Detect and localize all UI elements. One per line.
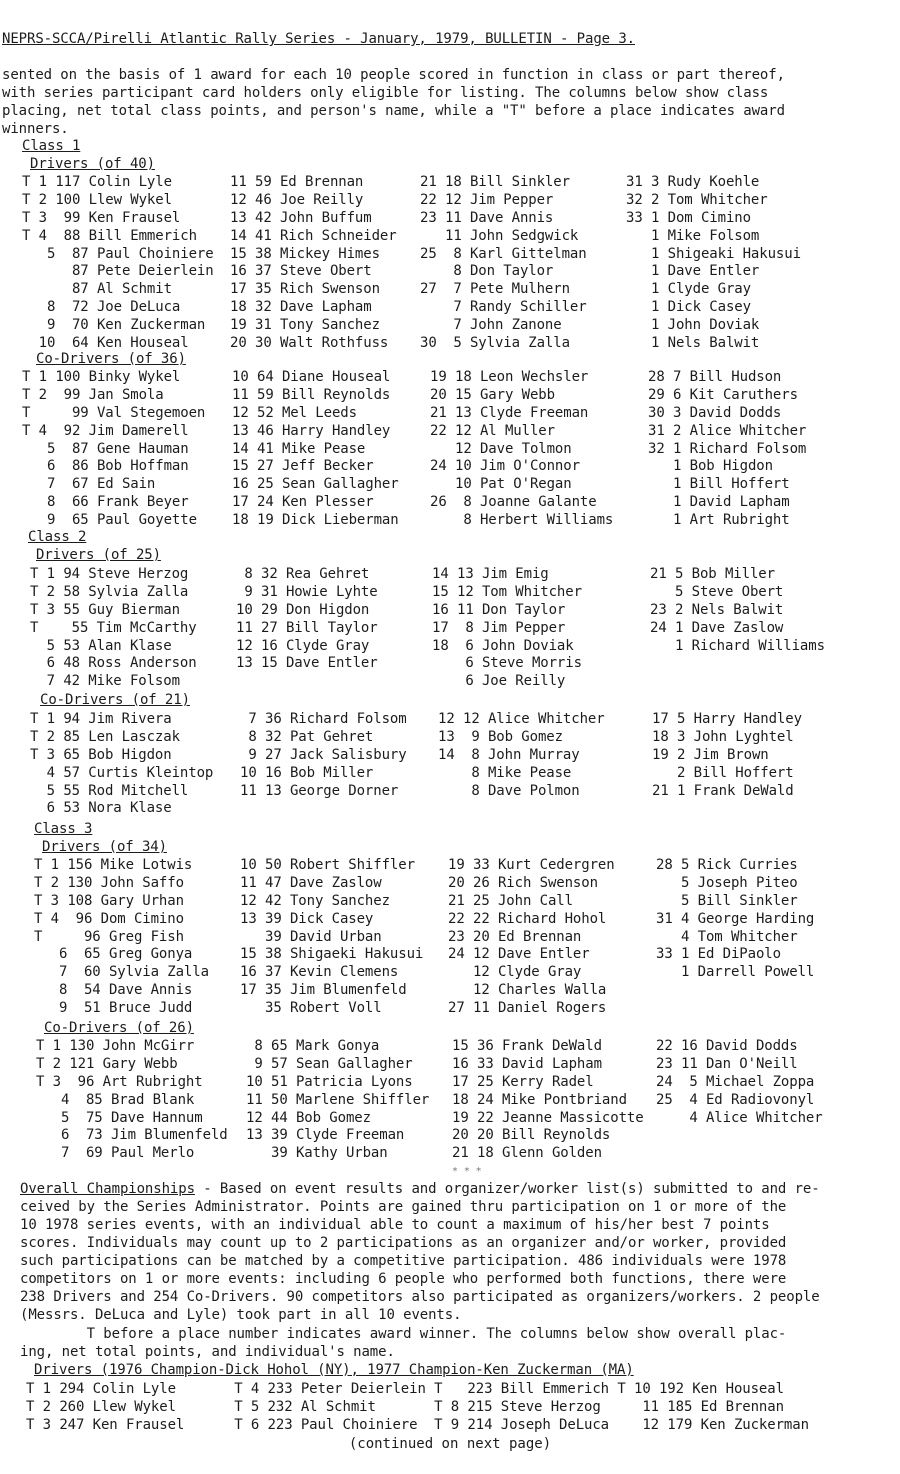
list-item: 7 John Zanone [420,317,562,334]
overall-line-2: ceived by the Series Administrator. Points are gained thru participation on 1 or more of the [20,1199,787,1215]
list-item: 16 25 Sean Gallagher [232,476,399,493]
list-item: 87 Pete Deierlein [22,263,214,280]
list-item: 18 24 Mike Pontbriand [452,1091,627,1108]
list-item: 9 51 Bruce Judd [34,1000,193,1017]
overall-title: Overall Championships [20,1181,195,1197]
list-item: 13 46 Harry Handley [232,422,391,439]
list-item: 5 Joseph Piteo [656,874,798,891]
list-item: 12 Clyde Gray [448,964,582,981]
class-1-codrivers-col-3 [430,369,613,530]
class-3-codrivers-col-3 [452,1038,644,1163]
list-item: 11 13 George Dorner [240,782,399,799]
list-item: T 96 Greg Fish [34,928,184,945]
list-item: 31 2 Alice Whitcher [648,422,807,439]
list-item: 9 65 Paul Goyette [22,512,197,529]
list-item: 10 64 Diane Houseal [232,369,391,385]
list-item: 13 15 Dave Entler [236,655,378,672]
list-item: 7 69 Paul Merlo [36,1145,195,1162]
list-item: 1 Darrell Powell [656,964,815,981]
list-item: 6 Steve Morris [432,655,582,672]
intro-line-4: winners. [2,121,69,137]
overall-text: - Based on event results and organizer/worker list(s) submitted to and re- [194,1181,820,1197]
list-item: 10 64 Ken Houseal [22,335,189,352]
list-item: 19 2 Jim Brown [652,746,769,763]
list-item: 5 53 Alan Klase [30,637,172,654]
list-item: 28 5 Rick Curries [656,857,798,873]
list-item: T 1 117 Colin Lyle [22,174,172,190]
list-item: 6 48 Ross Anderson [30,655,197,672]
list-item: 20 30 Walt Rothfuss [230,335,389,352]
list-item: 10 50 Robert Shiffler [240,857,415,873]
overall-line-5: such participations can be matched by a competitive participation. 486 individuals were 1978 [20,1253,787,1269]
list-item: T 3 55 Guy Bierman [30,601,180,618]
list-item: 23 20 Ed Brennan [448,928,582,945]
overall-line-8: (Messrs. DeLuca and Lyle) took part in all 10 events. [20,1307,462,1323]
class-2-drivers-col-2 [236,566,378,673]
list-item: 6 Joe Reilly [432,673,566,690]
list-item: 13 39 Clyde Freeman [246,1127,405,1144]
list-item: 1 Richard Williams [650,637,825,654]
overall-drivers-row-1: T 1 294 Colin Lyle T 4 233 Peter Deierlein T 223 Bill Emmerich T 10 192 Ken Houseal [26,1381,784,1397]
list-item: 4 Alice Whitcher [656,1109,823,1126]
list-item: T 2 58 Sylvia Zalla [30,583,189,600]
class-3-drivers-heading: Drivers (of 34) [42,839,167,855]
class-2-codrivers-col-4 [652,711,802,800]
overall-line-3: 10 1978 series events, with an individual able to count a maximum of his/her best 7 points [20,1217,770,1233]
list-item: T 2 99 Jan Smola [22,386,164,403]
list-item: 12 46 Joe Reilly [230,191,364,208]
list-item: 9 57 Sean Gallagher [246,1055,413,1072]
list-item: 29 6 Kit Caruthers [648,386,798,403]
list-item: 1 Nels Balwit [626,335,760,352]
list-item: T 3 99 Ken Frausel [22,209,181,226]
list-item: 33 1 Ed DiPaolo [656,946,781,963]
list-item: 23 11 Dan O'Neill [656,1055,798,1072]
list-item: 11 50 Marlene Shiffler [246,1091,430,1108]
class-2-drivers-heading: Drivers (of 25) [36,547,161,563]
class-1-drivers-col-4 [626,174,801,353]
list-item: 24 10 Jim O'Connor [430,458,580,475]
overall-drivers-row-3: T 3 247 Ken Frausel T 6 223 Paul Choiniere T 9 214 Joseph DeLuca 12 179 Ken Zuckerman [26,1417,809,1433]
list-item: 22 12 Al Muller [430,422,555,439]
list-item: 23 11 Dave Annis [420,209,554,226]
list-item: T 55 Tim McCarthy [30,619,197,636]
list-item: 5 87 Paul Choiniere [22,245,214,262]
list-item: 21 1 Frank DeWald [652,782,794,799]
list-item: 1 Clyde Gray [626,281,751,298]
list-item: 8 Herbert Williams [430,512,614,529]
list-item: 13 42 John Buffum [230,209,372,226]
list-item: 8 Dave Polmon [438,782,580,799]
list-item: 17 24 Ken Plesser [232,494,374,511]
overall-drivers-heading-text: Drivers (1976 Champion-Dick Hohol (NY), 1977 Champion-Ken Zuckerman (MA) [34,1362,634,1378]
list-item: 14 41 Rich Schneider [230,227,397,244]
overall-line-6: competitors on 1 or more events: including 6 people who performed both functions, there were [20,1271,787,1287]
list-item: 20 26 Rich Swenson [448,874,598,891]
overall-drivers-heading [34,1362,634,1379]
list-item: 16 37 Steve Obert [230,263,372,280]
list-item: 8 72 Joe DeLuca [22,299,181,316]
class-1-codrivers-col-2 [232,369,399,530]
list-item: 19 31 Tony Sanchez [230,317,380,334]
class-1-drivers-col-2 [230,174,397,353]
list-item: 1 John Doviak [626,317,760,334]
list-item: 21 18 Glenn Golden [452,1145,602,1162]
list-item: T 2 121 Gary Webb [36,1055,178,1072]
class-3-codrivers-col-4 [656,1038,823,1127]
list-item: 8 Mike Pease [438,764,572,781]
list-item: 15 38 Shigaeki Hakusui [240,946,424,963]
list-item: 22 12 Jim Pepper [420,191,554,208]
list-item: 6 53 Nora Klase [30,800,172,817]
list-item: 1 Shigeaki Hakusui [626,245,801,262]
list-item: 35 Robert Voll [240,1000,382,1017]
list-item: 5 87 Gene Hauman [22,440,189,457]
class-3-drivers-col-2 [240,857,423,1018]
list-item: 30 3 David Dodds [648,404,782,421]
list-item: 28 7 Bill Hudson [648,369,782,385]
list-item: T 2 130 John Saffo [34,874,184,891]
class-3-drivers-col-1 [34,857,209,1018]
list-item: 15 38 Mickey Himes [230,245,380,262]
list-item: 24 12 Dave Entler [448,946,590,963]
list-item: 10 51 Patricia Lyons [246,1073,413,1090]
list-item: T 4 88 Bill Emmerich [22,227,197,244]
class-3-title: Class 3 [34,821,93,837]
list-item: 9 70 Ken Zuckerman [22,317,206,334]
list-item: 12 42 Tony Sanchez [240,892,390,909]
list-item: 1 Mike Folsom [626,227,760,244]
list-item: 5 Steve Obert [650,583,784,600]
list-item: 17 8 Jim Pepper [432,619,566,636]
list-item: T 4 92 Jim Damerell [22,422,189,439]
list-item: 11 47 Dave Zaslow [240,874,382,891]
overall-line-4: scores. Individuals may count up to 2 participations as an organizer and/or worker, provided [20,1235,787,1251]
list-item: T 3 108 Gary Urhan [34,892,184,909]
list-item: 8 32 Pat Gehret [240,728,374,745]
class-2-drivers-col-3 [432,566,582,691]
list-item: 15 27 Jeff Becker [232,458,374,475]
list-item: 11 27 Bill Taylor [236,619,378,636]
class-2-codrivers-heading: Co-Drivers (of 21) [40,692,190,708]
list-item: 18 32 Dave Lapham [230,299,372,316]
list-item: 13 39 Dick Casey [240,910,374,927]
overall-para2-line-1: T before a place number indicates award winner. The columns below show overall plac- [20,1326,787,1342]
list-item: T 1 100 Binky Wykel [22,369,181,385]
class-3-drivers-col-4 [656,857,814,982]
list-item: 19 33 Kurt Cedergren [448,857,615,873]
intro-line-1: sented on the basis of 1 award for each 10 people scored in function in class or part thereof, [2,67,785,83]
list-item: T 2 85 Len Lasczak [30,728,180,745]
list-item: T 3 96 Art Rubright [36,1073,203,1090]
list-item: 12 52 Mel Leeds [232,404,357,421]
class-1-codrivers-col-4 [648,369,806,530]
list-item: 11 59 Bill Reynolds [232,386,391,403]
list-item: 12 16 Clyde Gray [236,637,370,654]
class-2-codrivers-col-1 [30,711,213,818]
list-item: T 1 94 Steve Herzog [30,566,189,582]
class-1-codrivers-heading: Co-Drivers (of 36) [36,351,186,367]
list-item: 1 Dave Entler [626,263,760,280]
list-item: T 1 130 John McGirr [36,1038,195,1054]
list-item: 19 18 Leon Wechsler [430,369,589,385]
class-3-codrivers-col-2 [246,1038,429,1163]
list-item: 21 5 Bob Miller [650,566,775,582]
list-item: 20 20 Bill Reynolds [452,1127,611,1144]
list-item: 27 7 Pete Mulhern [420,281,570,298]
list-item: 2 Bill Hoffert [652,764,794,781]
list-item: 15 12 Tom Whitcher [432,583,582,600]
list-item: 10 29 Don Higdon [236,601,370,618]
class-1-title: Class 1 [22,138,81,154]
list-item: 18 3 John Lyghtel [652,728,794,745]
intro-line-2: with series participant card holders only eligible for listing. The columns below show class [2,85,769,101]
class-2-codrivers-col-2 [240,711,407,800]
list-item: 20 15 Gary Webb [430,386,555,403]
list-item: 16 33 David Lapham [452,1055,602,1072]
overall-drivers-row-2: T 2 260 Llew Wykel T 5 232 Al Schmit T 8 215 Steve Herzog 11 185 Ed Brennan [26,1399,784,1415]
page-header: NEPRS-SCCA/Pirelli Atlantic Rally Series - January, 1979, BULLETIN - Page 3. [2,31,635,47]
list-item: 7 Randy Schiller [420,299,587,316]
list-item: 5 75 Dave Hannum [36,1109,203,1126]
list-item: 1 Bob Higdon [648,458,773,475]
list-item: T 1 94 Jim Rivera [30,711,172,727]
list-item: 16 11 Don Taylor [432,601,566,618]
list-item: 26 8 Joanne Galante [430,494,597,511]
class-1-drivers-col-1 [22,174,214,353]
intro-line-3: placing, net total class points, and person's name, while a "T" before a place indicates award [2,103,785,119]
overall-line-7: 238 Drivers and 254 Co-Drivers. 90 competitors also participated as organizers/workers. 2 people [20,1289,820,1305]
list-item: 12 Dave Tolmon [430,440,572,457]
list-item: 1 Art Rubright [648,512,790,529]
list-item: 25 8 Karl Gittelman [420,245,587,262]
class-1-drivers-heading: Drivers (of 40) [30,156,155,172]
list-item: 24 5 Michael Zoppa [656,1073,815,1090]
list-item: 8 65 Mark Gonya [246,1038,380,1054]
list-item: 13 9 Bob Gomez [438,728,563,745]
list-item: 16 37 Kevin Clemens [240,964,399,981]
list-item: 6 65 Greg Gonya [34,946,193,963]
list-item: 1 Dick Casey [626,299,751,316]
list-item: T 3 65 Bob Higdon [30,746,172,763]
class-1-codrivers-col-1 [22,369,205,530]
list-item: 7 67 Ed Sain [22,476,156,493]
section-separator: * * * [452,1166,482,1177]
list-item: 21 13 Clyde Freeman [430,404,589,421]
list-item: 21 18 Bill Sinkler [420,174,570,190]
list-item: 24 1 Dave Zaslow [650,619,784,636]
list-item: 32 1 Richard Folsom [648,440,807,457]
list-item: 22 22 Richard Hohol [448,910,607,927]
list-item: 8 54 Dave Annis [34,982,193,999]
list-item: 87 Al Schmit [22,281,172,298]
list-item: 7 60 Sylvia Zalla [34,964,209,981]
list-item: 18 19 Dick Lieberman [232,512,399,529]
list-item: 27 11 Daniel Rogers [448,1000,607,1017]
list-item: T 2 100 Llew Wykel [22,191,172,208]
list-item: 25 4 Ed Radiovonyl [656,1091,815,1108]
list-item: 39 Kathy Urban [246,1145,388,1162]
continued-note: (continued on next page) [348,1436,552,1452]
list-item: 17 35 Rich Swenson [230,281,380,298]
list-item: T 1 156 Mike Lotwis [34,857,193,873]
class-3-codrivers-col-1 [36,1038,228,1163]
overall-line-1 [20,1181,820,1198]
list-item: T 99 Val Stegemoen [22,404,206,421]
list-item: 8 32 Rea Gehret [236,566,370,582]
list-item: 7 42 Mike Folsom [30,673,180,690]
list-item: 17 25 Kerry Radel [452,1073,594,1090]
list-item: 11 59 Ed Brennan [230,174,364,190]
list-item: 6 73 Jim Blumenfeld [36,1127,228,1144]
list-item: 11 John Sedgwick [420,227,579,244]
list-item: 39 David Urban [240,928,382,945]
list-item: 4 85 Brad Blank [36,1091,195,1108]
list-item: 6 86 Bob Hoffman [22,458,189,475]
list-item: 4 57 Curtis Kleintop [30,764,214,781]
list-item: 22 16 David Dodds [656,1038,798,1054]
list-item: 4 Tom Whitcher [656,928,798,945]
list-item: 9 27 Jack Salisbury [240,746,407,763]
list-item: 10 16 Bob Miller [240,764,374,781]
list-item: 17 35 Jim Blumenfeld [240,982,407,999]
list-item: 23 2 Nels Balwit [650,601,784,618]
list-item: 14 13 Jim Emig [432,566,549,582]
list-item: 14 8 John Murray [438,746,580,763]
list-item: 8 66 Frank Beyer [22,494,189,511]
overall-para2-line-2: ing, net total points, and individual's name. [20,1344,395,1360]
list-item: 33 1 Dom Cimino [626,209,751,226]
class-3-drivers-col-3 [448,857,615,1018]
list-item: 12 Charles Walla [448,982,607,999]
list-item: 21 25 John Call [448,892,573,909]
list-item: 1 David Lapham [648,494,790,511]
list-item: 30 5 Sylvia Zalla [420,335,570,352]
class-2-title: Class 2 [28,529,87,545]
list-item: 8 Don Taylor [420,263,554,280]
list-item: 19 22 Jeanne Massicotte [452,1109,644,1126]
list-item: 15 36 Frank DeWald [452,1038,602,1054]
list-item: 32 2 Tom Whitcher [626,191,768,208]
list-item: 7 36 Richard Folsom [240,711,407,727]
list-item: 31 4 George Harding [656,910,815,927]
list-item: 5 Bill Sinkler [656,892,798,909]
list-item: 17 5 Harry Handley [652,711,802,727]
list-item: 18 6 John Doviak [432,637,574,654]
list-item: 12 44 Bob Gomez [246,1109,371,1126]
class-2-codrivers-col-3 [438,711,605,800]
class-2-drivers-col-4 [650,566,825,655]
list-item: 9 31 Howie Lyhte [236,583,378,600]
list-item: 12 12 Alice Whitcher [438,711,605,727]
list-item: T 4 96 Dom Cimino [34,910,184,927]
list-item: 31 3 Rudy Koehle [626,174,760,190]
list-item: 1 Bill Hoffert [648,476,790,493]
list-item: 10 Pat O'Regan [430,476,572,493]
list-item: 5 55 Rod Mitchell [30,782,189,799]
class-2-drivers-col-1 [30,566,197,691]
class-1-drivers-col-3 [420,174,587,353]
class-3-codrivers-heading: Co-Drivers (of 26) [44,1020,194,1036]
list-item: 14 41 Mike Pease [232,440,366,457]
